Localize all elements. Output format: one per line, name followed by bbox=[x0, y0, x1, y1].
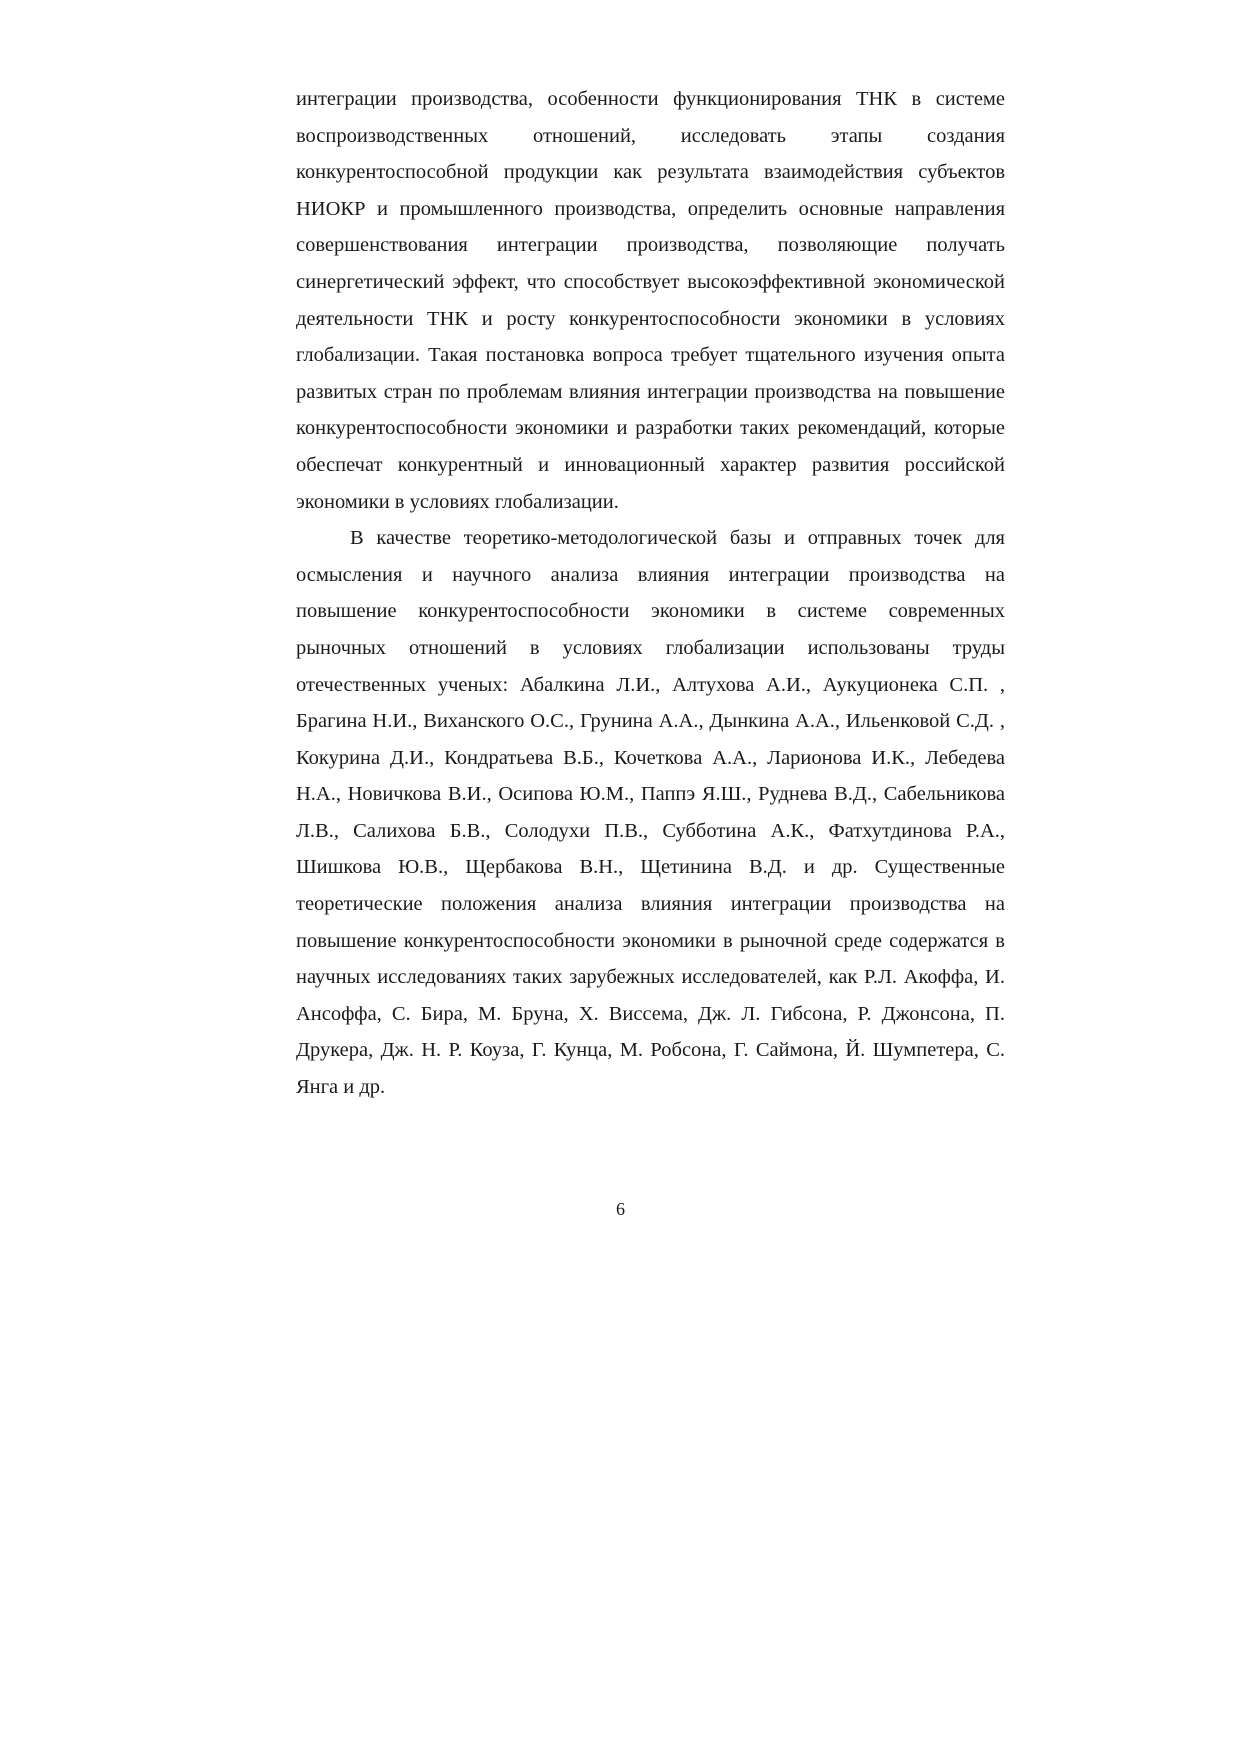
paragraph-methodology: В качестве теоретико-методологической базы и отправных точек для осмысления и научного анализа влияния интеграции производства на повышение конкурентоспособности экономики в системе современных рыночных отношений в условиях глобализации использованы труды отечественных ученых: Абалкина Л.И., Алтухова А.И., Аукуционека С.П. , Брагина Н.И., Виханского О.С., Грунина А.А., Дынкина А.А., Ильенковой С.Д. , Кокурина Д.И., Кондратьева В.Б., Кочеткова А.А., Ларионова И.К., Лебедева Н.А., Новичкова В.И., Осипова Ю.М., Паппэ Я.Ш., Руднева В.Д., Сабельникова Л.В., Салихова Б.В., Солодухи П.В., Субботина А.К., Фатхутдинова Р.А., Шишкова Ю.В., Щербакова В.Н., Щетинина В.Д. и др. Существенные теоретические положения анализа влияния интеграции производства на повышение конкурентоспособности экономики в рыночной среде содержатся в научных исследованиях таких зарубежных исследователей, как Р.Л. Акоффа, И. Ансоффа, С. Бира, М. Бруна, Х. Виссема, Дж. Л. Гибсона, Р. Джонсона, П. Друкера, Дж. Н. Р. Коуза, Г. Кунца, М. Робсона, Г. Саймона, Й. Шумпетера, С. Янга и др. bbox=[296, 527, 1005, 1099]
body-text bbox=[296, 81, 1005, 1106]
page-number: 6 bbox=[616, 1199, 625, 1219]
paragraph-continuation: интеграции производства, особенности функционирования ТНК в системе воспроизводственных отношений, исследовать этапы создания конкурентоспособной продукции как результата взаимодействия субъектов НИОКР и промышленного производства, определить основные направления совершенствования интеграции производства, позволяющие получать синергетический эффект, что способствует высокоэффективной экономической деятельности ТНК и росту конкурентоспособности экономики в условиях глобализации. Такая постановка вопроса требует тщательного изучения опыта развитых стран по проблемам влияния интеграции производства на повышение конкурентоспособности экономики и разработки таких рекомендаций, которые обеспечат конкурентный и инновационный характер развития российской экономики в условиях глобализации. bbox=[296, 88, 1005, 513]
